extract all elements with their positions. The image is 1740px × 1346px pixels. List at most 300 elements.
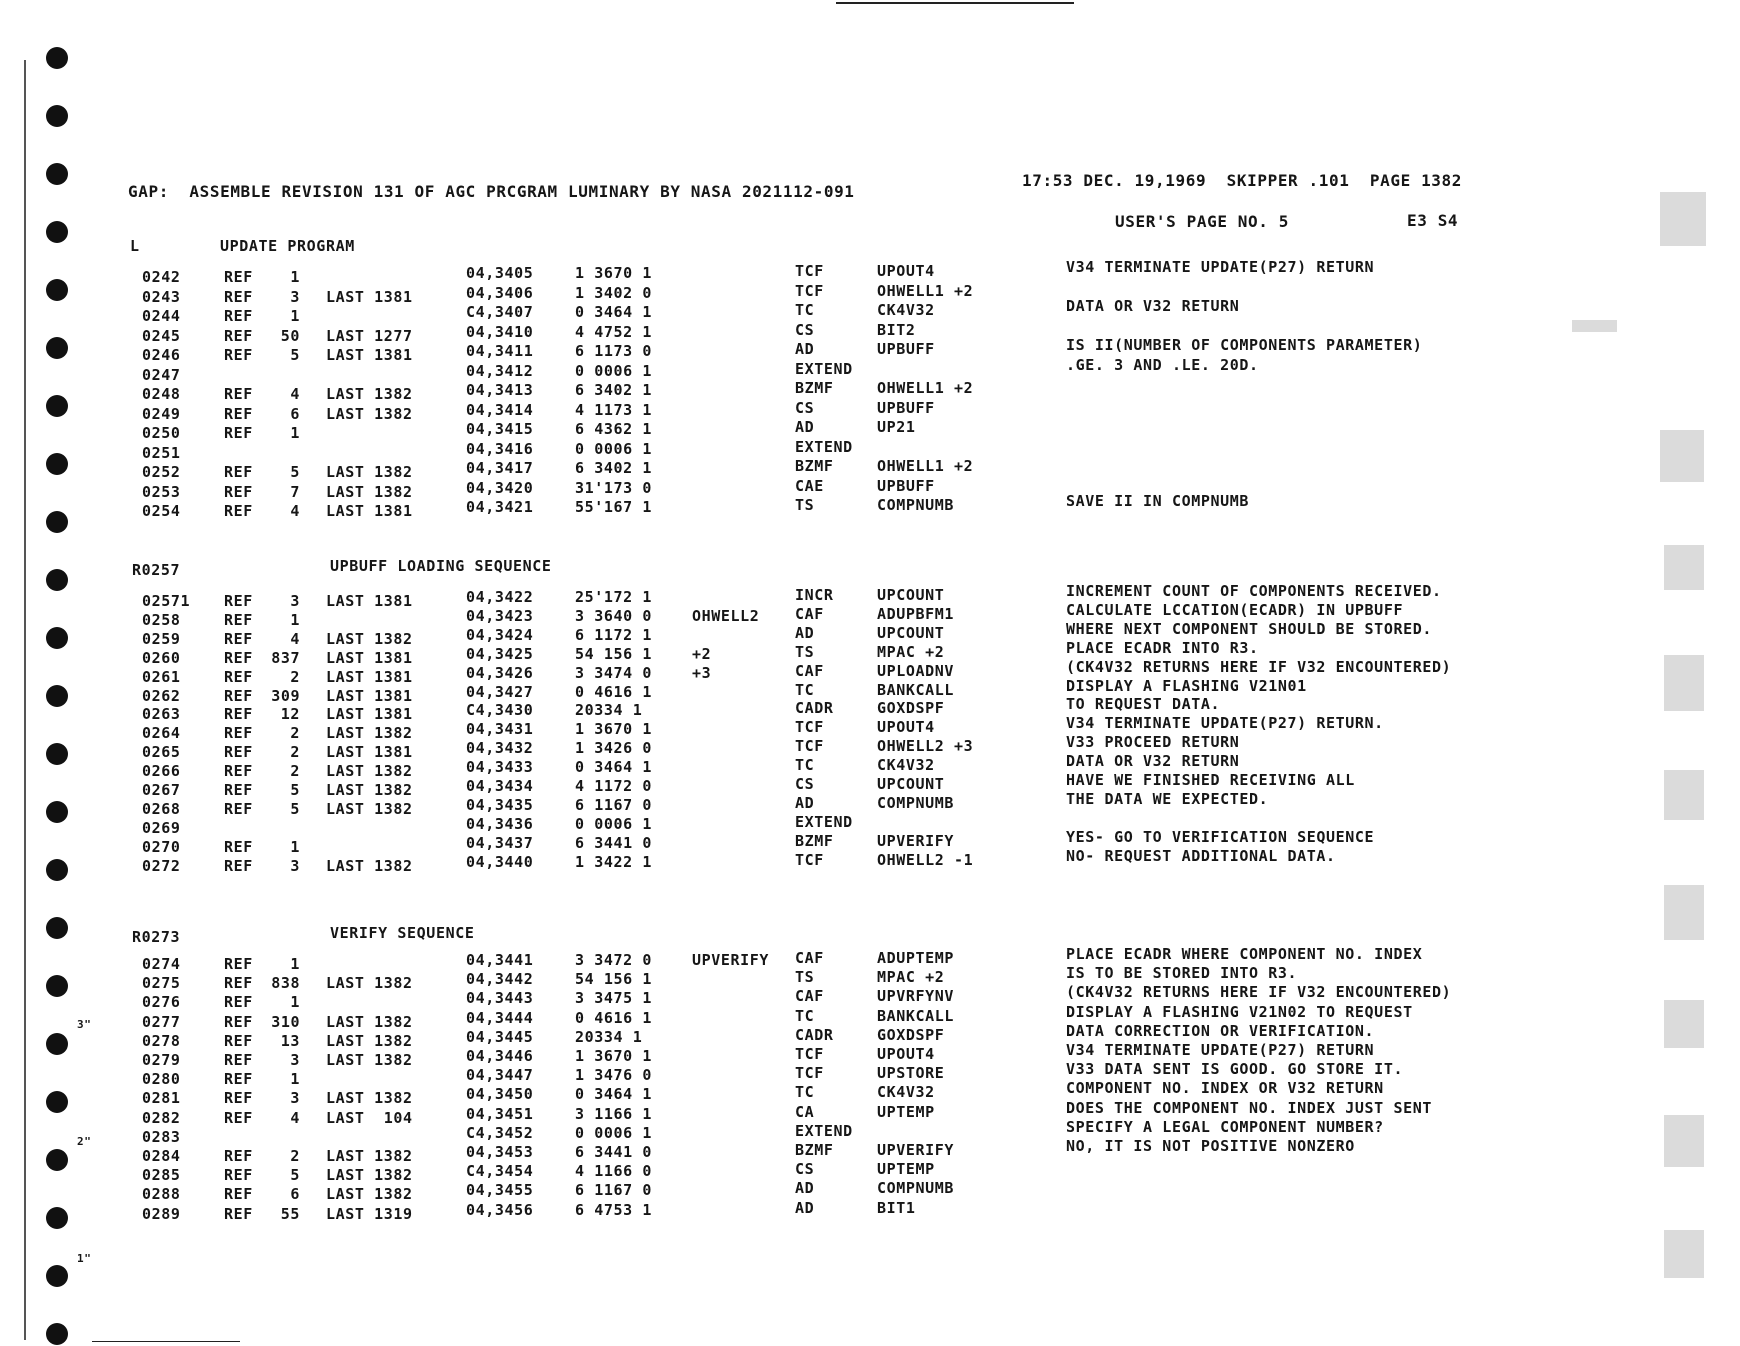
- operand: UPBUFF: [877, 477, 935, 495]
- line-number: 0261: [142, 668, 181, 686]
- comment: SAVE II IN COMPNUMB: [1066, 492, 1249, 510]
- operand: OHWELL1 +2: [877, 379, 974, 397]
- scan-speck: [1664, 545, 1704, 590]
- comment: COMPONENT NO. INDEX OR V32 RETURN: [1066, 1079, 1384, 1097]
- line-number: 0283: [142, 1128, 181, 1146]
- ref-field: REF: [224, 288, 253, 306]
- opcode: BZMF: [795, 1141, 834, 1159]
- operand: UPVRFYNV: [877, 987, 955, 1005]
- octal-word: 20334 1: [575, 701, 643, 719]
- octal-word: 6 1167 0: [575, 1181, 653, 1199]
- last-reference: LAST 1382: [326, 1166, 413, 1184]
- page-code: E3 S4: [1407, 211, 1459, 230]
- opcode: TS: [795, 496, 815, 514]
- octal-word: 6 4362 1: [575, 420, 653, 438]
- octal-word: 0 0006 1: [575, 1124, 653, 1142]
- memory-location: 04,3424: [466, 626, 534, 644]
- line-number: 0278: [142, 1032, 181, 1050]
- memory-location: 04,3426: [466, 664, 534, 682]
- last-reference: LAST 104: [326, 1109, 413, 1127]
- opcode: TC: [795, 1007, 815, 1025]
- operand: GOXDSPF: [877, 699, 945, 717]
- line-number: 0270: [142, 838, 181, 856]
- line-number: 0267: [142, 781, 181, 799]
- octal-word: 0 3464 1: [575, 758, 653, 776]
- feed-hole: [46, 801, 68, 823]
- ref-count: 2: [290, 762, 301, 780]
- left-edge-line: [24, 60, 26, 1340]
- opcode: TCF: [795, 737, 824, 755]
- ref-field: REF: [224, 424, 253, 442]
- symbol-label: UPVERIFY: [692, 951, 770, 969]
- last-reference: LAST 1382: [326, 857, 413, 875]
- feed-hole: [46, 453, 68, 475]
- ref-count: 1: [290, 424, 301, 442]
- opcode: TC: [795, 756, 815, 774]
- ref-field: REF: [224, 1013, 253, 1031]
- feed-hole: [46, 279, 68, 301]
- memory-location: 04,3427: [466, 683, 534, 701]
- ref-count: 6: [290, 1185, 301, 1203]
- ref-field: REF: [224, 800, 253, 818]
- last-reference: LAST 1382: [326, 974, 413, 992]
- line-number: 0248: [142, 385, 181, 403]
- opcode: CAF: [795, 662, 824, 680]
- octal-word: 4 4752 1: [575, 323, 653, 341]
- last-reference: LAST 1382: [326, 405, 413, 423]
- scan-speck: [1660, 430, 1704, 482]
- operand: OHWELL2 -1: [877, 851, 974, 869]
- line-number: 0245: [142, 327, 181, 345]
- octal-word: 6 4753 1: [575, 1201, 653, 1219]
- ref-field: REF: [224, 346, 253, 364]
- memory-location: C4,3430: [466, 701, 534, 719]
- last-reference: LAST 1382: [326, 630, 413, 648]
- feed-hole: [46, 685, 68, 707]
- line-number: 0258: [142, 611, 181, 629]
- line-number: 0263: [142, 705, 181, 723]
- section-id: R0273: [132, 928, 181, 946]
- opcode: CAF: [795, 949, 824, 967]
- timestamp-header: 17:53 DEC. 19,1969 SKIPPER .101 PAGE 1382: [1022, 171, 1463, 190]
- line-number: 0247: [142, 366, 181, 384]
- opcode: AD: [795, 794, 815, 812]
- section-id: R0257: [132, 561, 181, 579]
- comment: DATA OR V32 RETURN: [1066, 297, 1240, 315]
- feed-hole: [46, 395, 68, 417]
- octal-word: 3 3475 1: [575, 989, 653, 1007]
- opcode: TS: [795, 643, 815, 661]
- margin-mark-2: 2": [77, 1135, 92, 1148]
- octal-word: 3 3474 0: [575, 664, 653, 682]
- memory-location: 04,3451: [466, 1105, 534, 1123]
- memory-location: 04,3444: [466, 1009, 534, 1027]
- line-number: 02571: [142, 592, 191, 610]
- comment: DATA CORRECTION OR VERIFICATION.: [1066, 1022, 1375, 1040]
- ref-field: REF: [224, 327, 253, 345]
- operand: BIT2: [877, 321, 916, 339]
- memory-location: 04,3450: [466, 1085, 534, 1103]
- line-number: 0243: [142, 288, 181, 306]
- ref-field: REF: [224, 385, 253, 403]
- opcode: BZMF: [795, 379, 834, 397]
- comment: THE DATA WE EXPECTED.: [1066, 790, 1269, 808]
- octal-word: 4 1166 0: [575, 1162, 653, 1180]
- opcode: TC: [795, 301, 815, 319]
- feed-hole: [46, 975, 68, 997]
- line-number: 0246: [142, 346, 181, 364]
- feed-hole: [46, 743, 68, 765]
- users-page-number: USER'S PAGE NO. 5: [1115, 212, 1289, 231]
- ref-field: REF: [224, 993, 253, 1011]
- feed-hole: [46, 1323, 68, 1345]
- memory-location: 04,3434: [466, 777, 534, 795]
- section-title: UPDATE PROGRAM: [220, 237, 355, 255]
- ref-count: 7: [290, 483, 301, 501]
- octal-word: 0 3464 1: [575, 303, 653, 321]
- ref-count: 2: [290, 724, 301, 742]
- operand: UPSTORE: [877, 1064, 945, 1082]
- last-reference: LAST 1381: [326, 592, 413, 610]
- ref-field: REF: [224, 1109, 253, 1127]
- octal-word: 6 1173 0: [575, 342, 653, 360]
- ref-count: 1: [290, 838, 301, 856]
- line-number: 0265: [142, 743, 181, 761]
- line-number: 0254: [142, 502, 181, 520]
- ref-count: 3: [290, 288, 301, 306]
- ref-field: REF: [224, 1205, 253, 1223]
- octal-word: 1 3476 0: [575, 1066, 653, 1084]
- octal-word: 6 1167 0: [575, 796, 653, 814]
- last-reference: LAST 1382: [326, 1051, 413, 1069]
- line-number: 0280: [142, 1070, 181, 1088]
- comment: IS II(NUMBER OF COMPONENTS PARAMETER): [1066, 336, 1423, 354]
- ref-count: 4: [290, 630, 301, 648]
- last-reference: LAST 1382: [326, 1032, 413, 1050]
- operand: UPBUFF: [877, 340, 935, 358]
- memory-location: 04,3420: [466, 479, 534, 497]
- last-reference: LAST 1382: [326, 800, 413, 818]
- ref-count: 1: [290, 993, 301, 1011]
- ref-count: 1: [290, 955, 301, 973]
- opcode: BZMF: [795, 832, 834, 850]
- memory-location: 04,3445: [466, 1028, 534, 1046]
- opcode: EXTEND: [795, 360, 853, 378]
- comment: .GE. 3 AND .LE. 20D.: [1066, 356, 1259, 374]
- last-reference: LAST 1382: [326, 1089, 413, 1107]
- operand: GOXDSPF: [877, 1026, 945, 1044]
- operand: UPOUT4: [877, 718, 935, 736]
- last-reference: LAST 1382: [326, 1185, 413, 1203]
- memory-location: 04,3412: [466, 362, 534, 380]
- memory-location: 04,3417: [466, 459, 534, 477]
- octal-word: 0 0006 1: [575, 815, 653, 833]
- comment: (CK4V32 RETURNS HERE IF V32 ENCOUNTERED): [1066, 658, 1452, 676]
- ref-field: REF: [224, 307, 253, 325]
- feed-hole: [46, 1265, 68, 1287]
- ref-count: 2: [290, 1147, 301, 1165]
- line-number: 0282: [142, 1109, 181, 1127]
- memory-location: 04,3423: [466, 607, 534, 625]
- ref-field: REF: [224, 687, 253, 705]
- memory-location: 04,3422: [466, 588, 534, 606]
- comment: WHERE NEXT COMPONENT SHOULD BE STORED.: [1066, 620, 1432, 638]
- comment: INCREMENT COUNT OF COMPONENTS RECEIVED.: [1066, 582, 1442, 600]
- ref-count: 309: [271, 687, 301, 705]
- comment: DATA OR V32 RETURN: [1066, 752, 1240, 770]
- ref-count: 5: [290, 1166, 301, 1184]
- ref-field: REF: [224, 1032, 253, 1050]
- line-number: 0268: [142, 800, 181, 818]
- ref-field: REF: [224, 743, 253, 761]
- ref-count: 1: [290, 1070, 301, 1088]
- comment: V34 TERMINATE UPDATE(P27) RETURN.: [1066, 714, 1384, 732]
- ref-field: REF: [224, 630, 253, 648]
- ref-count: 5: [290, 463, 301, 481]
- memory-location: 04,3431: [466, 720, 534, 738]
- comment: DISPLAY A FLASHING V21N01: [1066, 677, 1307, 695]
- ref-count: 838: [271, 974, 301, 992]
- opcode: CS: [795, 399, 815, 417]
- operand: UPVERIFY: [877, 1141, 955, 1159]
- opcode: EXTEND: [795, 1122, 853, 1140]
- line-number: 0253: [142, 483, 181, 501]
- ref-field: REF: [224, 1147, 253, 1165]
- ref-count: 3: [290, 857, 301, 875]
- ref-count: 2: [290, 668, 301, 686]
- memory-location: 04,3440: [466, 853, 534, 871]
- opcode: CAF: [795, 605, 824, 623]
- last-reference: LAST 1382: [326, 1013, 413, 1031]
- memory-location: 04,3442: [466, 970, 534, 988]
- ref-field: REF: [224, 955, 253, 973]
- opcode: TC: [795, 681, 815, 699]
- scan-speck: [1660, 192, 1706, 246]
- feed-hole: [46, 569, 68, 591]
- line-number: 0242: [142, 268, 181, 286]
- line-number: 0251: [142, 444, 181, 462]
- memory-location: 04,3411: [466, 342, 534, 360]
- operand: COMPNUMB: [877, 794, 955, 812]
- memory-location: 04,3416: [466, 440, 534, 458]
- line-number: 0272: [142, 857, 181, 875]
- ref-field: REF: [224, 762, 253, 780]
- memory-location: 04,3456: [466, 1201, 534, 1219]
- comment: V34 TERMINATE UPDATE(P27) RETURN: [1066, 258, 1375, 276]
- assembly-header: GAP: ASSEMBLE REVISION 131 OF AGC PRCGRAM LUMINARY BY NASA 2021112-091: [128, 182, 855, 201]
- memory-location: 04,3425: [466, 645, 534, 663]
- operand: MPAC +2: [877, 968, 945, 986]
- last-reference: LAST 1382: [326, 385, 413, 403]
- memory-location: 04,3437: [466, 834, 534, 852]
- feed-hole: [46, 1207, 68, 1229]
- memory-location: 04,3436: [466, 815, 534, 833]
- opcode: AD: [795, 340, 815, 358]
- memory-location: 04,3443: [466, 989, 534, 1007]
- last-reference: LAST 1382: [326, 724, 413, 742]
- last-reference: LAST 1381: [326, 502, 413, 520]
- opcode: TC: [795, 1083, 815, 1101]
- opcode: AD: [795, 1199, 815, 1217]
- memory-location: C4,3454: [466, 1162, 534, 1180]
- octal-word: 54 156 1: [575, 970, 653, 988]
- symbol-label: +2: [692, 645, 712, 663]
- operand: UPTEMP: [877, 1103, 935, 1121]
- opcode: CS: [795, 321, 815, 339]
- operand: UPOUT4: [877, 1045, 935, 1063]
- last-reference: LAST 1382: [326, 463, 413, 481]
- ref-count: 5: [290, 800, 301, 818]
- line-number: 0285: [142, 1166, 181, 1184]
- comment: NO, IT IS NOT POSITIVE NONZERO: [1066, 1137, 1355, 1155]
- operand: BIT1: [877, 1199, 916, 1217]
- feed-hole: [46, 1033, 68, 1055]
- section-title: VERIFY SEQUENCE: [330, 924, 475, 942]
- memory-location: 04,3435: [466, 796, 534, 814]
- line-number: 0277: [142, 1013, 181, 1031]
- memory-location: 04,3446: [466, 1047, 534, 1065]
- feed-hole: [46, 511, 68, 533]
- opcode: CADR: [795, 1026, 834, 1044]
- line-number: 0249: [142, 405, 181, 423]
- operand: UPOUT4: [877, 262, 935, 280]
- ref-field: REF: [224, 668, 253, 686]
- last-reference: LAST 1381: [326, 649, 413, 667]
- memory-location: 04,3410: [466, 323, 534, 341]
- scan-speck: [1664, 1230, 1704, 1278]
- opcode: EXTEND: [795, 813, 853, 831]
- opcode: CAF: [795, 987, 824, 1005]
- last-reference: LAST 1381: [326, 346, 413, 364]
- operand: MPAC +2: [877, 643, 945, 661]
- line-number: 0266: [142, 762, 181, 780]
- operand: COMPNUMB: [877, 1179, 955, 1197]
- margin-mark-1: 1": [77, 1252, 92, 1265]
- feed-hole: [46, 47, 68, 69]
- memory-location: 04,3447: [466, 1066, 534, 1084]
- ref-count: 3: [290, 1089, 301, 1107]
- comment: CALCULATE LCCATION(ECADR) IN UPBUFF: [1066, 601, 1404, 619]
- comment: SPECIFY A LEGAL COMPONENT NUMBER?: [1066, 1118, 1384, 1136]
- operand: UPLOADNV: [877, 662, 955, 680]
- ref-field: REF: [224, 268, 253, 286]
- ref-count: 55: [280, 1205, 301, 1223]
- ref-field: REF: [224, 857, 253, 875]
- last-reference: LAST 1382: [326, 1147, 413, 1165]
- memory-location: C4,3452: [466, 1124, 534, 1142]
- comment: DISPLAY A FLASHING V21N02 TO REQUEST: [1066, 1003, 1413, 1021]
- memory-location: 04,3415: [466, 420, 534, 438]
- opcode: TCF: [795, 1064, 824, 1082]
- opcode: AD: [795, 418, 815, 436]
- feed-hole: [46, 221, 68, 243]
- comment: (CK4V32 RETURNS HERE IF V32 ENCOUNTERED): [1066, 983, 1452, 1001]
- opcode: CA: [795, 1103, 815, 1121]
- octal-word: 1 3426 0: [575, 739, 653, 757]
- line-number: 0274: [142, 955, 181, 973]
- octal-word: 6 3402 1: [575, 459, 653, 477]
- line-number: 0275: [142, 974, 181, 992]
- octal-word: 1 3670 1: [575, 720, 653, 738]
- line-number: 0276: [142, 993, 181, 1011]
- feed-hole: [46, 917, 68, 939]
- ref-field: REF: [224, 838, 253, 856]
- octal-word: 6 3441 0: [575, 834, 653, 852]
- ref-field: REF: [224, 1185, 253, 1203]
- opcode: TS: [795, 968, 815, 986]
- memory-location: 04,3453: [466, 1143, 534, 1161]
- operand: UPBUFF: [877, 399, 935, 417]
- comment: TO REQUEST DATA.: [1066, 695, 1221, 713]
- comment: HAVE WE FINISHED RECEIVING ALL: [1066, 771, 1355, 789]
- ref-field: REF: [224, 724, 253, 742]
- opcode: TCF: [795, 851, 824, 869]
- comment: DOES THE COMPONENT NO. INDEX JUST SENT: [1066, 1099, 1432, 1117]
- operand: BANKCALL: [877, 681, 955, 699]
- memory-location: C4,3407: [466, 303, 534, 321]
- octal-word: 0 0006 1: [575, 362, 653, 380]
- last-reference: LAST 1382: [326, 762, 413, 780]
- ref-count: 2: [290, 743, 301, 761]
- ref-field: REF: [224, 1166, 253, 1184]
- bottom-rule: [92, 1341, 240, 1342]
- operand: OHWELL2 +3: [877, 737, 974, 755]
- ref-count: 13: [280, 1032, 301, 1050]
- operand: OHWELL1 +2: [877, 457, 974, 475]
- scan-speck: [1664, 1000, 1704, 1048]
- line-number: 0262: [142, 687, 181, 705]
- scan-speck: [1572, 320, 1617, 332]
- feed-hole: [46, 1149, 68, 1171]
- comment: YES- GO TO VERIFICATION SEQUENCE: [1066, 828, 1375, 846]
- octal-word: 1 3670 1: [575, 1047, 653, 1065]
- opcode: BZMF: [795, 457, 834, 475]
- memory-location: 04,3455: [466, 1181, 534, 1199]
- comment: V34 TERMINATE UPDATE(P27) RETURN: [1066, 1041, 1375, 1059]
- opcode: CADR: [795, 699, 834, 717]
- ref-field: REF: [224, 974, 253, 992]
- ref-count: 50: [280, 327, 301, 345]
- line-number: 0244: [142, 307, 181, 325]
- octal-word: 4 1173 1: [575, 401, 653, 419]
- operand: UPVERIFY: [877, 832, 955, 850]
- feed-hole: [46, 105, 68, 127]
- ref-count: 3: [290, 592, 301, 610]
- operand: BANKCALL: [877, 1007, 955, 1025]
- ref-count: 1: [290, 611, 301, 629]
- comment: IS TO BE STORED INTO R3.: [1066, 964, 1298, 982]
- octal-word: 1 3670 1: [575, 264, 653, 282]
- octal-word: 20334 1: [575, 1028, 643, 1046]
- ref-field: REF: [224, 1051, 253, 1069]
- line-number: 0250: [142, 424, 181, 442]
- octal-word: 0 0006 1: [575, 440, 653, 458]
- comment: PLACE ECADR WHERE COMPONENT NO. INDEX: [1066, 945, 1423, 963]
- octal-word: 3 3472 0: [575, 951, 653, 969]
- line-number: 0260: [142, 649, 181, 667]
- octal-word: 6 1172 1: [575, 626, 653, 644]
- ref-count: 4: [290, 1109, 301, 1127]
- operand: UPCOUNT: [877, 624, 945, 642]
- octal-word: 6 3441 0: [575, 1143, 653, 1161]
- scan-speck: [1664, 1115, 1704, 1167]
- ref-count: 310: [271, 1013, 301, 1031]
- margin-mark-3: 3": [77, 1018, 92, 1031]
- memory-location: 04,3413: [466, 381, 534, 399]
- operand: CK4V32: [877, 301, 935, 319]
- last-reference: LAST 1381: [326, 687, 413, 705]
- scan-speck: [1664, 885, 1704, 940]
